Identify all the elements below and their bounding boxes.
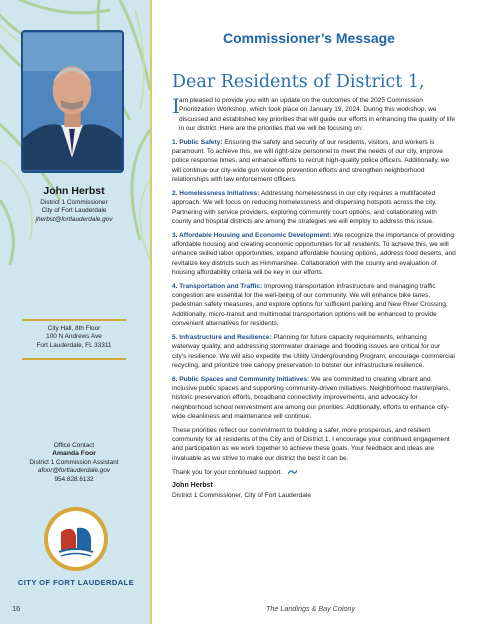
city-seal-icon <box>43 506 109 572</box>
priority-text: We are committed to creating vibrant and inclusive public spaces and supporting community-driven initiatives. Neighborhood masterplans, historic preservation efforts, broadband connectivity improvements, and advocacy for neighborhood school reinvestment are among our priorities. Additionally, efforts to enhance city-wide cleanliness and maintenance will continue. <box>172 375 451 420</box>
priority-item <box>172 189 456 226</box>
signature-name: John Herbst <box>172 482 213 490</box>
priority-title: 4. Transportation and Traffic: <box>172 282 263 290</box>
priority-item <box>172 231 456 278</box>
thanks-text: Thank you for your continued support. <box>172 468 283 476</box>
office-contact <box>4 442 144 484</box>
letter-body <box>172 96 456 500</box>
address-line-3: Fort Lauderdale, FL 33311 <box>36 341 112 349</box>
office-address <box>4 325 144 350</box>
priority-item <box>172 333 456 370</box>
priority-item <box>172 375 456 422</box>
sidebar <box>0 0 152 624</box>
divider <box>22 319 126 321</box>
divider <box>22 358 126 360</box>
signature-flourish-icon <box>288 469 297 475</box>
address-line-1: City Hall, 8th Floor <box>47 325 101 332</box>
address-line-2: 100 N Andrews Ave <box>46 333 102 341</box>
priority-text: Planning for future capacity requirements, enhancing waterway quality, and addressing stormwater drainage and flooding issues are critical for our city’s resilience. We will also expedite the Utility Undergrounding Program, encourage commercial recycling, and prioritize tree canopy preservation to bolster our infrastructure resilience. <box>172 333 455 369</box>
priority-text: We recognize the importance of providing affordable housing and creating economic opportunities for all residents. To achieve this, we will enhance skilled labor opportunities, expand affordable housing options, address food deserts, and revitalize key districts such as Himmarshee. Collaboration with the county and evaluation of housing affordability criteria will be key in our efforts. <box>172 231 456 277</box>
contact-phone[interactable]: 954.828.6132 <box>54 475 94 483</box>
intro-text: am pleased to provide you with an update on the outcomes of the 2025 Commission Prioritization Workshop, which took place on January 19, 2024. During this workshop, we discussed and established key priorities that will guide our efforts in enhancing the quality of life in our district. Here are the priorities that we will be focusing on: <box>179 97 456 133</box>
signature-title: District 1 Commissioner, City of Fort Lauderdale <box>172 491 311 499</box>
commissioner-name: John Herbst <box>43 185 105 197</box>
publication-name: The Landings & Bay Colony <box>266 604 356 613</box>
contact-name: Amanda Foor <box>52 450 96 458</box>
priority-title: 1. Public Safety: <box>172 138 223 146</box>
commissioner-details <box>4 199 144 224</box>
intro-paragraph <box>172 96 456 133</box>
commissioner-email[interactable]: jherbst@fortlauderdale.gov <box>35 215 113 223</box>
thanks-line <box>172 468 456 477</box>
city-name: CITY OF FORT LAUDERDALE <box>17 578 135 587</box>
drop-cap: I <box>172 94 180 118</box>
priority-text: Improving transportation infrastructure and managing traffic congestion are essential for the well-being of our community. We will enhance bike lanes, pedestrian safety measures, and explore options for sufficient parking and New River Crossing. Additionally, micro-transit and multimodal transportation options will be enhanced to provide convenient alternatives for residents. <box>172 282 448 328</box>
contact-title: District 1 Commission Assistant <box>29 458 119 466</box>
contact-label: Office Contact <box>53 442 95 449</box>
signature-block <box>172 481 456 500</box>
priority-text: Addressing homelessness in our city requires a multifaceted approach. We will focus on reducing homelessness and dispersing hotspots across the city. Partnering with service providers, exploring community court options, and collaborating with county and hospital districts are among the strategies we will employ to address this issue. <box>172 189 437 225</box>
priority-text: Ensuring the safety and security of our residents, visitors, and workers is paramount. To achieve this, we will right-size personnel to meet the needs of our city, improve police response times, and enhance efforts to recruit high-quality police officers. Additionally, we will continue our city-wide gun violence prevention efforts and strengthen neighborhood relationships with law enforcement officers. <box>172 138 450 184</box>
priority-title: 6. Public Spaces and Community Initiatives: <box>172 375 310 383</box>
page-number: 16 <box>12 604 21 613</box>
sidebar-gold-edge <box>150 0 152 624</box>
page-title: Commissioner’s Message <box>223 30 395 46</box>
priority-item <box>172 138 456 185</box>
contact-email[interactable]: afoor@fortlauderdale.gov <box>37 467 111 475</box>
commissioner-city: City of Fort Lauderdale <box>41 207 107 215</box>
portrait-image <box>23 32 122 171</box>
priority-item <box>172 282 456 329</box>
priority-title: 5. Infrastructure and Resilience: <box>172 333 272 341</box>
closing-paragraph: These priorities reflect our commitment to building a safer, more prosperous, and resilient community for all residents of the City and of District 1. I encourage your continued engagement and participation as we work together to achieve these goals. Your feedback and ideas are invaluable as we strive to make our district the best it can be. <box>172 426 450 462</box>
priority-title: 3. Affordable Housing and Economic Development: <box>172 231 332 239</box>
commissioner-title: District 1 Commissioner <box>40 199 108 206</box>
commissioner-portrait <box>21 30 124 173</box>
salutation: Dear Residents of District 1, <box>172 72 425 92</box>
priority-title: 2. Homelessness Initiatives: <box>172 189 260 197</box>
